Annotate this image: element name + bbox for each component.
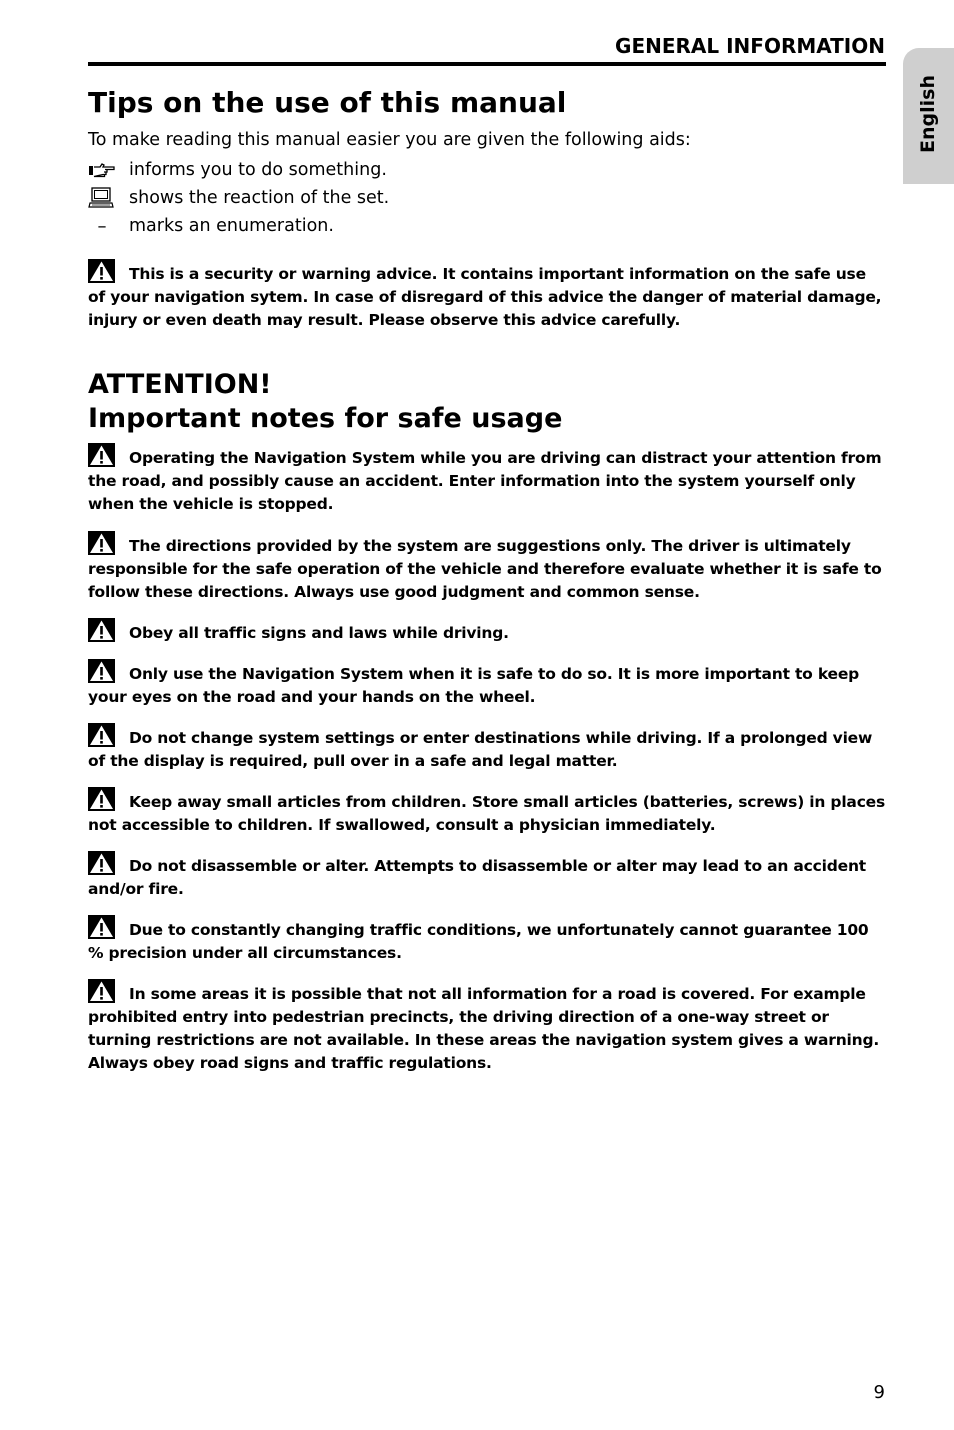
enumeration-dash: – [97, 215, 107, 237]
attention-heading: ATTENTION! [88, 369, 272, 400]
tips-intro: To make reading this manual easier you are given the following aids: [88, 130, 691, 150]
safety-note-text: Do not disassemble or alter. Attempts to disassemble or alter may lead to an accident and/or fire. [88, 857, 866, 898]
safety-note-text: Keep away small articles from children. Store small articles (batteries, screws) in places not accessible to children. If swallowed, consult a physician immediately. [88, 793, 886, 834]
safety-note-text: Obey all traffic signs and laws while driving. [129, 624, 509, 642]
aid-item-enumeration [88, 212, 886, 240]
aid-text: marks an enumeration. [129, 216, 334, 236]
pointing-hand-icon [88, 162, 129, 178]
safety-note [88, 723, 886, 773]
warning-icon [88, 723, 115, 747]
section-spacer [88, 332, 886, 368]
warning-icon [88, 659, 115, 683]
aid-text: shows the reaction of the set. [129, 188, 390, 208]
safety-note [88, 531, 886, 604]
safety-note-text: Only use the Navigation System when it is safe to do so. It is more important to keep your eyes on the road and your hands on the wheel. [88, 665, 860, 706]
section-header-title: GENERAL INFORMATION [615, 34, 885, 58]
safety-note-text: The directions provided by the system are suggestions only. The driver is ultimately responsible for the safe operation of the vehicle and therefore evaluate whether it is safe to follow these directions. Always use good judgment and common sense. [88, 537, 882, 601]
safety-note [88, 618, 886, 645]
aid-text: informs you to do something. [129, 160, 387, 180]
safety-note-text: Due to constantly changing traffic conditions, we unfortunately cannot guarantee 100 % precision under all circumstances. [88, 921, 869, 962]
warning-icon [88, 851, 115, 875]
warning-note [88, 259, 886, 332]
safety-note [88, 915, 886, 965]
aids-list [88, 156, 886, 240]
safety-note [88, 979, 886, 1075]
page-content [88, 86, 886, 1075]
safety-note [88, 851, 886, 901]
aid-item-reaction [88, 184, 886, 212]
warning-icon [88, 259, 115, 283]
safety-note-text: Do not change system settings or enter destinations while driving. If a prolonged view of the display is required, pull over in a safe and legal matter. [88, 729, 873, 770]
warning-icon [88, 915, 115, 939]
aid-item-action [88, 156, 886, 184]
header-rule [88, 62, 886, 66]
language-tab-label: English [917, 75, 939, 153]
safety-note-text: In some areas it is possible that not all information for a road is covered. For example prohibited entry into pedestrian precincts, the driving direction of a one-way street or turning restrictions are not available. In these areas the navigation system gives a warning. Always obey road signs and traffic regulations. [88, 985, 880, 1072]
warning-icon [88, 618, 115, 642]
safety-note [88, 659, 886, 709]
warning-text: This is a security or warning advice. It contains important information on the safe use of your navigation sytem. In case of disregard of this advice the danger of material damage, injury or even death may result. Please observe this advice carefully. [88, 265, 882, 329]
warning-icon [88, 531, 115, 555]
warning-icon [88, 979, 115, 1003]
computer-screen-icon [88, 187, 129, 209]
warning-icon [88, 443, 115, 467]
tips-title: Tips on the use of this manual [88, 86, 567, 119]
safety-note [88, 443, 886, 516]
safety-note-text: Operating the Navigation System while you are driving can distract your attention from the road, and possibly cause an accident. Enter information into the system yourself only when the vehicle is stopped. [88, 449, 882, 513]
safe-usage-heading: Important notes for safe usage [88, 403, 563, 434]
warning-icon [88, 787, 115, 811]
page-number: 9 [873, 1382, 885, 1403]
safety-note [88, 787, 886, 837]
